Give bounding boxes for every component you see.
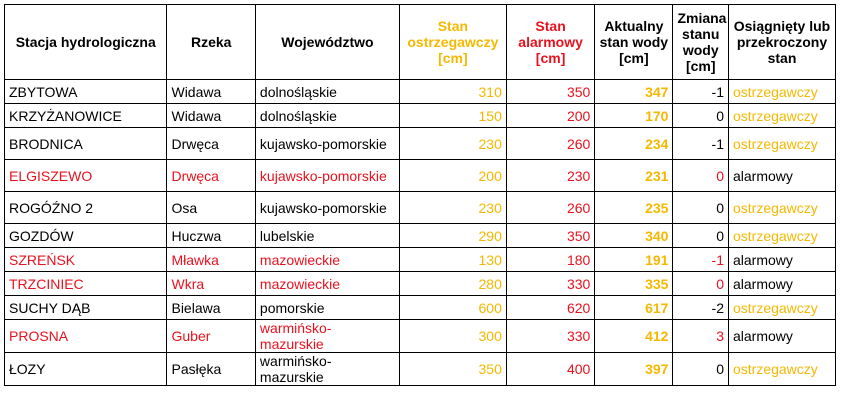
- table-row: [5, 224, 836, 248]
- warning-level-cell: 300: [399, 320, 506, 353]
- alarm-level-cell: 330: [506, 320, 594, 353]
- current-level-cell: 170: [595, 104, 673, 128]
- station-cell: PROSNA: [5, 320, 167, 353]
- voivodeship-cell: warmińsko-mazurskie: [255, 353, 399, 386]
- current-level-cell: 234: [595, 128, 673, 160]
- river-cell: Bielawa: [167, 296, 255, 320]
- status-cell: alarmowy: [728, 272, 835, 296]
- voivodeship-cell: kujawsko-pomorskie: [255, 128, 399, 160]
- station-cell: ROGÓŹNO 2: [5, 192, 167, 224]
- status-cell: ostrzegawczy: [728, 80, 835, 104]
- change-cell: 0: [673, 104, 729, 128]
- voivodeship-cell: dolnośląskie: [255, 104, 399, 128]
- voivodeship-cell: lubelskie: [255, 224, 399, 248]
- status-cell: alarmowy: [728, 320, 835, 353]
- station-cell: TRZCINIEC: [5, 272, 167, 296]
- table-row: [5, 192, 836, 224]
- river-cell: Wkra: [167, 272, 255, 296]
- change-cell: 0: [673, 224, 729, 248]
- warning-level-cell: 310: [399, 80, 506, 104]
- warning-level-cell: 350: [399, 353, 506, 386]
- header-voivodeship: Województwo: [255, 5, 399, 80]
- hydrology-table: [4, 4, 836, 386]
- header-alarm: Stan alarmowy [cm]: [506, 5, 594, 80]
- voivodeship-cell: kujawsko-pomorskie: [255, 192, 399, 224]
- current-level-cell: 191: [595, 248, 673, 272]
- station-cell: BRODNICA: [5, 128, 167, 160]
- station-cell: ZBYTOWA: [5, 80, 167, 104]
- river-cell: Pasłęka: [167, 353, 255, 386]
- river-cell: Widawa: [167, 80, 255, 104]
- voivodeship-cell: warmińsko-mazurskie: [255, 320, 399, 353]
- voivodeship-cell: pomorskie: [255, 296, 399, 320]
- voivodeship-cell: mazowieckie: [255, 248, 399, 272]
- table-row: [5, 272, 836, 296]
- change-cell: 3: [673, 320, 729, 353]
- current-level-cell: 235: [595, 192, 673, 224]
- warning-level-cell: 290: [399, 224, 506, 248]
- alarm-level-cell: 350: [506, 80, 594, 104]
- alarm-level-cell: 620: [506, 296, 594, 320]
- table-row: [5, 104, 836, 128]
- warning-level-cell: 130: [399, 248, 506, 272]
- header-status: Osiągnięty lub przekroczony stan: [728, 5, 835, 80]
- warning-level-cell: 200: [399, 160, 506, 192]
- change-cell: -1: [673, 128, 729, 160]
- change-cell: 0: [673, 192, 729, 224]
- alarm-level-cell: 260: [506, 128, 594, 160]
- warning-level-cell: 230: [399, 192, 506, 224]
- table-row: [5, 128, 836, 160]
- river-cell: Huczwa: [167, 224, 255, 248]
- station-cell: GOZDÓW: [5, 224, 167, 248]
- change-cell: -1: [673, 80, 729, 104]
- status-cell: ostrzegawczy: [728, 192, 835, 224]
- current-level-cell: 231: [595, 160, 673, 192]
- current-level-cell: 412: [595, 320, 673, 353]
- table-row: [5, 353, 836, 386]
- header-change: Zmiana stanu wody [cm]: [673, 5, 729, 80]
- table-row: [5, 320, 836, 353]
- status-cell: ostrzegawczy: [728, 224, 835, 248]
- status-cell: alarmowy: [728, 160, 835, 192]
- header-row: [5, 5, 836, 80]
- alarm-level-cell: 200: [506, 104, 594, 128]
- alarm-level-cell: 350: [506, 224, 594, 248]
- station-cell: SUCHY DĄB: [5, 296, 167, 320]
- warning-level-cell: 280: [399, 272, 506, 296]
- alarm-level-cell: 330: [506, 272, 594, 296]
- river-cell: Mławka: [167, 248, 255, 272]
- current-level-cell: 340: [595, 224, 673, 248]
- current-level-cell: 617: [595, 296, 673, 320]
- table-row: [5, 248, 836, 272]
- table-row: [5, 296, 836, 320]
- station-cell: ŁOZY: [5, 353, 167, 386]
- voivodeship-cell: dolnośląskie: [255, 80, 399, 104]
- status-cell: ostrzegawczy: [728, 104, 835, 128]
- river-cell: Drwęca: [167, 128, 255, 160]
- table-row: [5, 160, 836, 192]
- warning-level-cell: 600: [399, 296, 506, 320]
- alarm-level-cell: 400: [506, 353, 594, 386]
- status-cell: ostrzegawczy: [728, 296, 835, 320]
- warning-level-cell: 150: [399, 104, 506, 128]
- status-cell: alarmowy: [728, 248, 835, 272]
- change-cell: -1: [673, 248, 729, 272]
- table-row: [5, 80, 836, 104]
- warning-level-cell: 230: [399, 128, 506, 160]
- station-cell: ELGISZEWO: [5, 160, 167, 192]
- voivodeship-cell: mazowieckie: [255, 272, 399, 296]
- change-cell: -2: [673, 296, 729, 320]
- header-river: Rzeka: [167, 5, 255, 80]
- current-level-cell: 335: [595, 272, 673, 296]
- change-cell: 0: [673, 272, 729, 296]
- header-station: Stacja hydrologiczna: [5, 5, 167, 80]
- station-cell: KRZYŻANOWICE: [5, 104, 167, 128]
- change-cell: 0: [673, 353, 729, 386]
- current-level-cell: 397: [595, 353, 673, 386]
- status-cell: ostrzegawczy: [728, 128, 835, 160]
- voivodeship-cell: kujawsko-pomorskie: [255, 160, 399, 192]
- header-warning: Stan ostrzegawczy [cm]: [399, 5, 506, 80]
- alarm-level-cell: 180: [506, 248, 594, 272]
- river-cell: Widawa: [167, 104, 255, 128]
- status-cell: ostrzegawczy: [728, 353, 835, 386]
- alarm-level-cell: 230: [506, 160, 594, 192]
- river-cell: Osa: [167, 192, 255, 224]
- change-cell: 0: [673, 160, 729, 192]
- alarm-level-cell: 260: [506, 192, 594, 224]
- river-cell: Drwęca: [167, 160, 255, 192]
- station-cell: SZREŃSK: [5, 248, 167, 272]
- current-level-cell: 347: [595, 80, 673, 104]
- river-cell: Guber: [167, 320, 255, 353]
- header-current: Aktualny stan wody [cm]: [595, 5, 673, 80]
